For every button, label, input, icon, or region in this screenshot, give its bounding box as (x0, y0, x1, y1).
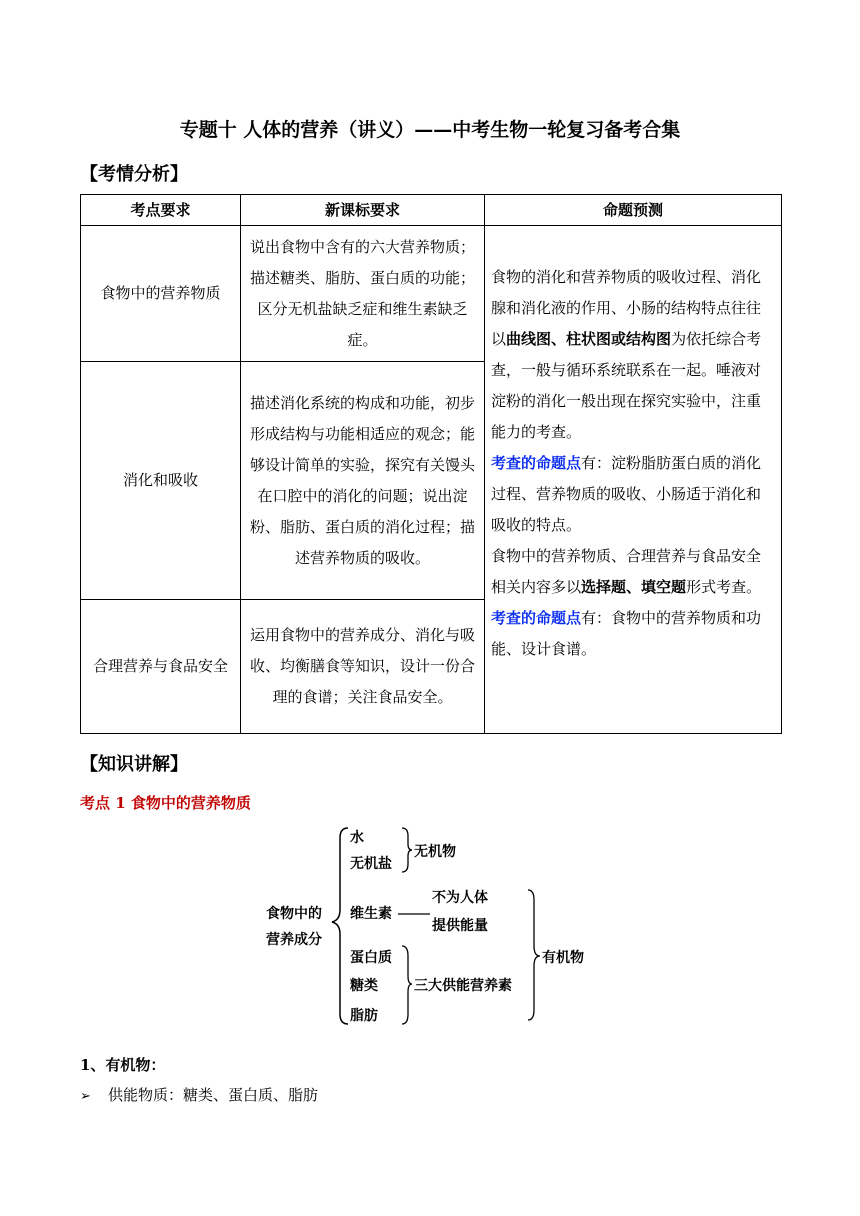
prediction-bold: 选择题、填空题 (581, 578, 687, 596)
diagram-root-label: 营养成分 (266, 932, 322, 948)
diagram-fat: 脂肪 (350, 1008, 378, 1024)
prediction-bold: 曲线图、柱状图或结构图 (506, 330, 672, 348)
diagram-no-energy: 不为人体 (432, 890, 488, 906)
prediction-text: 为依托综合考查，一般与循环系统联系在一起。唾液对淀粉的消化一般出现在探究实验中，注重能力的考查。 (491, 330, 762, 441)
diagram-vitamin: 维生素 (350, 906, 392, 922)
diagram-salt: 无机盐 (350, 856, 392, 872)
diagram-organic: 有机物 (542, 950, 584, 966)
prediction-text: 有：食物中的营养物质和功能、设计食谱。 (491, 609, 762, 658)
table-row (81, 226, 782, 362)
table-cell-requirement: 描述消化系统的构成和功能，初步形成结构与功能相适应的观念；能够设计简单的实验，探究有关馒头在口腔中的消化的问题；说出淀粉、脂肪、蛋白质的消化过程；描述营养物质的吸收。 (241, 362, 485, 600)
section-heading-analysis: 【考情分析】 (80, 164, 188, 185)
table-header-row (81, 195, 782, 226)
diagram-no-energy: 提供能量 (432, 918, 488, 934)
prediction-text: 食物的消化和营养物质的吸收过程、消化腺和消化液的作用、小肠的结构特点往往以 (491, 268, 762, 348)
table-cell-requirement: 运用食物中的营养成分、消化与吸收、均衡膳食等知识，设计一份合理的食谱；关注食品安全。 (241, 600, 485, 734)
page-title: 专题十 人体的营养（讲义）——中考生物一轮复习备考合集 (179, 119, 681, 141)
table-cell-topic: 食物中的营养物质 (81, 226, 241, 362)
diagram-inorganic: 无机物 (414, 844, 456, 860)
list-item (80, 1084, 318, 1105)
table-header: 命题预测 (485, 195, 782, 226)
diagram-three-nutrients: 三大供能营养素 (414, 978, 512, 994)
topic-heading: 考点 1 食物中的营养物质 (80, 794, 251, 812)
prediction-text: 有：淀粉脂肪蛋白质的消化过程、营养物质的吸收、小肠适于消化和吸收的特点。 (491, 454, 762, 534)
list-item-text: 供能物质：糖类、蛋白质、脂肪 (108, 1086, 319, 1104)
table-cell-topic: 消化和吸收 (81, 362, 241, 600)
diagram-protein: 蛋白质 (350, 950, 392, 966)
diagram-sugar: 糖类 (350, 978, 378, 994)
section-heading-knowledge: 【知识讲解】 (80, 754, 188, 775)
energy-brace (402, 946, 412, 1024)
nutrient-classification-diagram (262, 822, 602, 1032)
prediction-highlight: 考查的命题点 (491, 609, 582, 627)
table-cell-topic: 合理营养与食品安全 (81, 600, 241, 734)
subheading-organic: 1、有机物： (80, 1056, 166, 1074)
table-cell-requirement: 说出食物中含有的六大营养物质；描述糖类、脂肪、蛋白质的功能；区分无机盐缺乏症和维生素缺乏症。 (241, 226, 485, 362)
left-brace (332, 828, 348, 1024)
exam-analysis-table (80, 194, 782, 734)
prediction-text: 形式考查。 (686, 578, 762, 596)
prediction-text: 食物中的营养物质、合理营养与食品安全相关内容多以 (491, 547, 762, 596)
table-header: 考点要求 (81, 195, 241, 226)
table-cell-prediction (485, 226, 782, 734)
table-header: 新课标要求 (241, 195, 485, 226)
prediction-highlight: 考查的命题点 (491, 454, 582, 472)
diagram-water: 水 (350, 830, 364, 846)
organic-brace (528, 890, 540, 1020)
diagram-root-label: 食物中的 (266, 906, 322, 922)
inorganic-brace (402, 828, 412, 872)
arrow-bullet-icon: ➢ (80, 1089, 91, 1104)
